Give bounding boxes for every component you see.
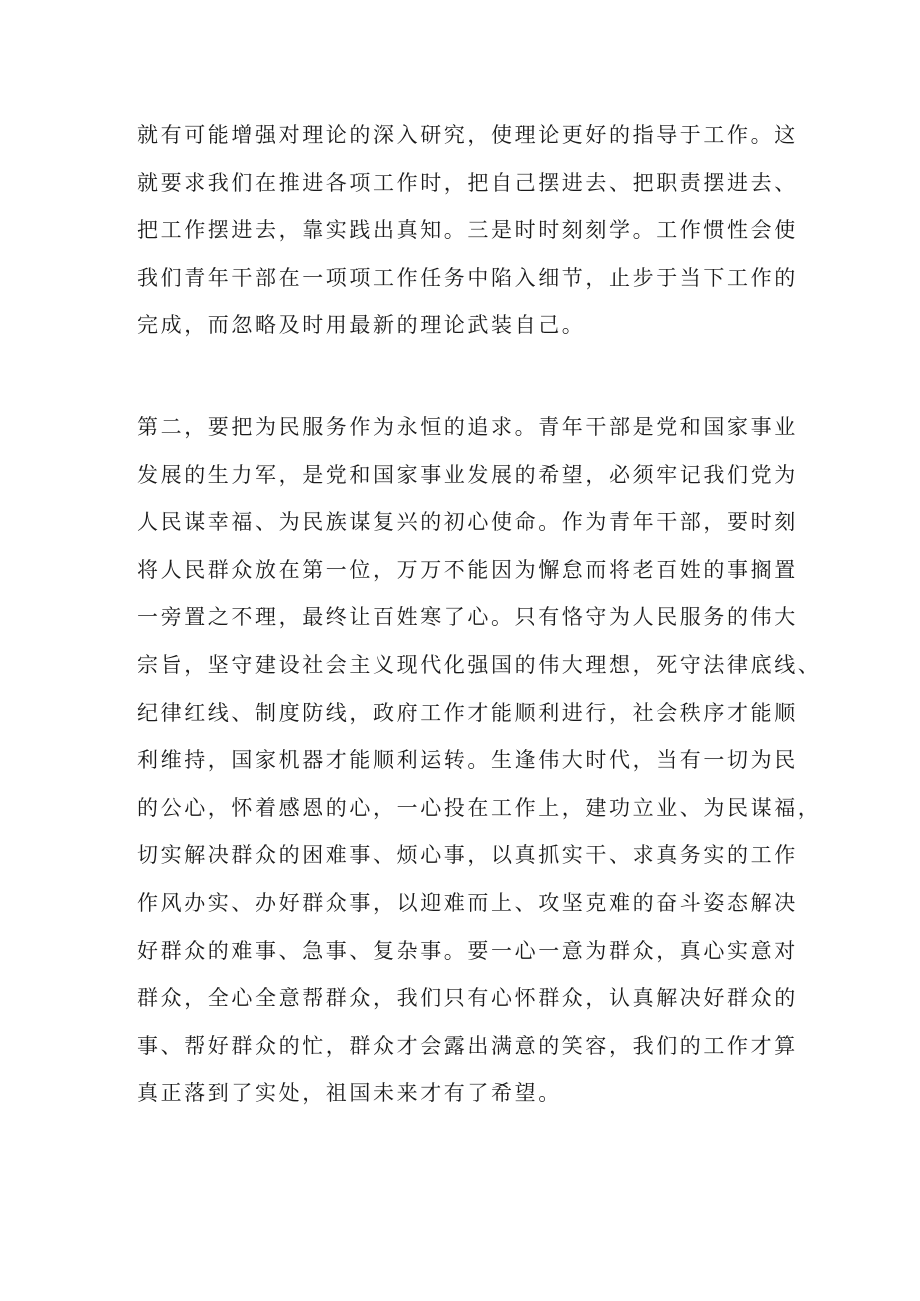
paragraph-line: 我们青年干部在一项项工作任务中陷入细节，止步于当下工作的 xyxy=(137,265,798,290)
paragraph-line: 的公心，怀着感恩的心，一心投在工作上，建功立业、为民谋福， xyxy=(137,795,822,820)
paragraph-1 xyxy=(137,112,797,350)
paragraph-line: 发展的生力军，是党和国家事业发展的希望，必须牢记我们党为 xyxy=(137,462,798,487)
paragraph-line: 切实解决群众的困难事、烦心事，以真抓实干、求真务实的工作 xyxy=(137,843,798,868)
paragraph-2 xyxy=(137,404,822,1118)
paragraph-line: 群众，全心全意帮群众，我们只有心怀群众，认真解决好群众的 xyxy=(137,986,798,1011)
paragraph-line: 一旁置之不理，最终让百姓寒了心。只有恪守为人民服务的伟大 xyxy=(137,605,798,630)
paragraph-line: 纪律红线、制度防线，政府工作才能顺利进行，社会秩序才能顺 xyxy=(137,700,798,725)
paragraph-line: 将人民群众放在第一位，万万不能因为懈怠而将老百姓的事搁置 xyxy=(137,557,798,582)
paragraph-line: 把工作摆进去，靠实践出真知。三是时时刻刻学。工作惯性会使 xyxy=(137,218,798,243)
paragraph-line: 就要求我们在推进各项工作时，把自己摆进去、把职责摆进去、 xyxy=(137,170,798,195)
paragraph-line: 事、帮好群众的忙，群众才会露出满意的笑容，我们的工作才算 xyxy=(137,1033,798,1058)
paragraph-line: 就有可能增强对理论的深入研究，使理论更好的指导于工作。这 xyxy=(137,123,798,147)
paragraph-line: 完成，而忽略及时用最新的理论武装自己。 xyxy=(137,313,586,338)
paragraph-line: 作风办实、办好群众事，以迎难而上、攻坚克难的奋斗姿态解决 xyxy=(137,890,798,915)
paragraph-line: 人民谋幸福、为民族谋复兴的初心使命。作为青年干部，要时刻 xyxy=(137,510,798,535)
paragraph-line: 好群众的难事、急事、复杂事。要一心一意为群众，真心实意对 xyxy=(137,938,798,963)
paragraph-line: 真正落到了实处，祖国未来才有了希望。 xyxy=(137,1081,562,1106)
paragraph-line: 利维持，国家机器才能顺利运转。生逢伟大时代，当有一切为民 xyxy=(137,748,798,773)
paragraph-line: 第二，要把为民服务作为永恒的追求。青年干部是党和国家事业 xyxy=(137,415,798,439)
paragraph-line: 宗旨，坚守建设社会主义现代化强国的伟大理想，死守法律底线、 xyxy=(137,652,822,677)
